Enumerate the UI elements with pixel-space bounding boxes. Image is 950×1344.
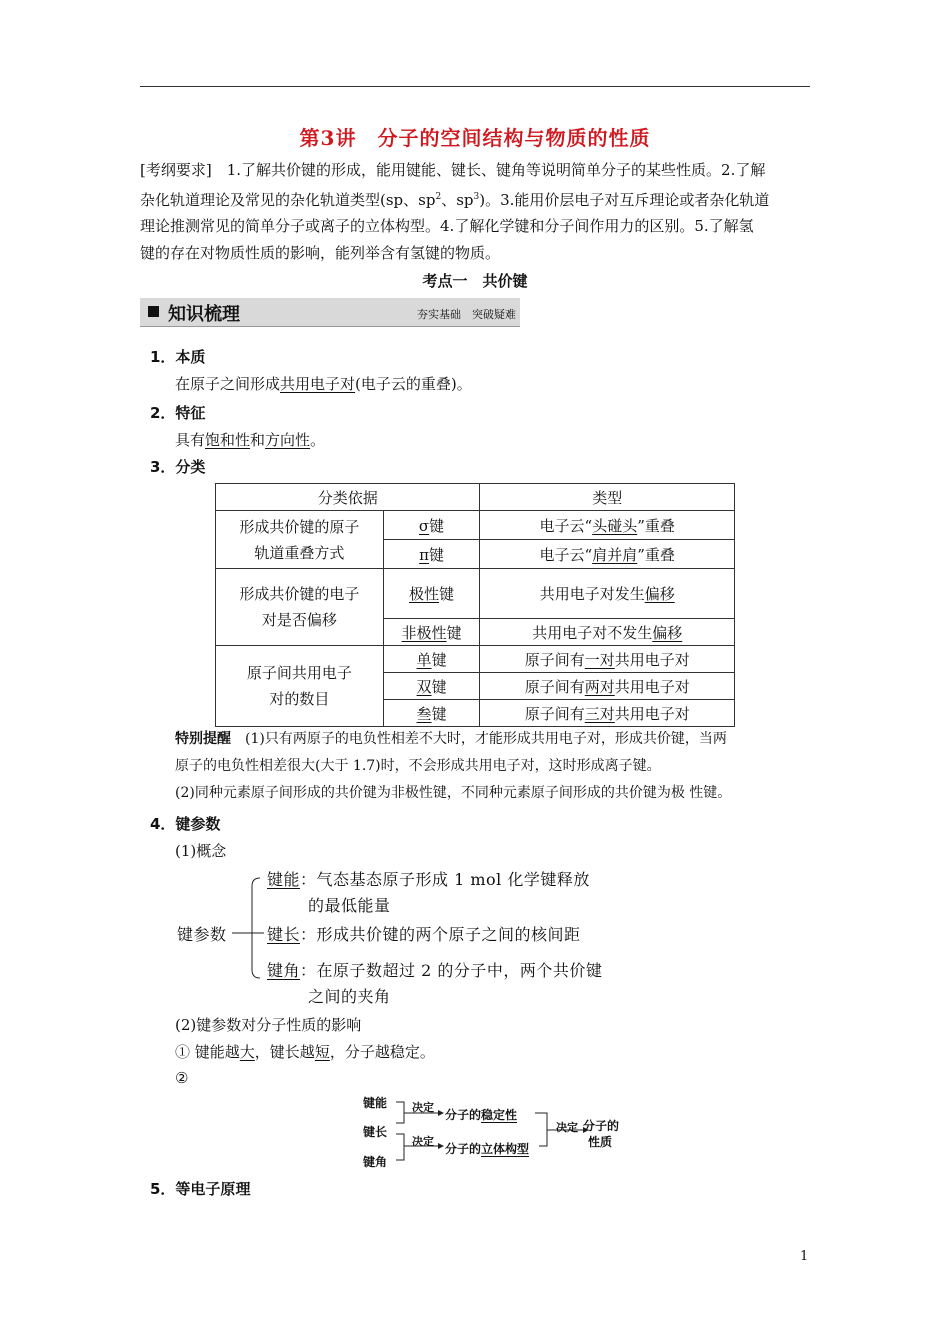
classification-table [215, 483, 735, 727]
bar-title: 知识梳理 [168, 304, 240, 325]
desc-b: ”重叠 [637, 545, 675, 564]
basis-line: 对是否偏移 [261, 611, 337, 629]
bond-type [383, 540, 480, 569]
energy-def-2: 的最低能量 [308, 896, 391, 915]
section-title: 考点一 共价键 [422, 272, 528, 290]
heading-feature: 2．特征 [150, 404, 206, 422]
bond-description [480, 646, 735, 673]
essence-underlined: 共用电子对 [280, 375, 356, 393]
table-row [216, 646, 735, 673]
requirements-line-4: 键的存在对物质性质的影响，能列举含有氢键的物质。 [140, 243, 501, 262]
flow-result-1: 分子的 [583, 1119, 620, 1133]
bond-type [383, 646, 480, 673]
desc-a: 电子云“ [539, 545, 593, 564]
influence-label: (2)键参数对分子性质的影响 [175, 1016, 362, 1034]
bond-underlined: σ [418, 516, 430, 535]
concept-label: (1)概念 [175, 842, 227, 860]
feature-text [175, 427, 325, 454]
note-line-2: 原子的电负性相差很大(大于 1.7)时，不会形成共用电子对，这时形成离子键。 [175, 758, 661, 774]
angle-term: 键角 [267, 961, 301, 980]
desc-b: 共用电子对 [614, 650, 690, 669]
requirements-line-3: 理论推测常见的简单分子或离子的立体构型。4.了解化学键和分子间作用力的区别。5.了解氢 [140, 217, 754, 235]
bond-description [480, 700, 735, 727]
essence-text-a: 在原子之间形成 [175, 375, 281, 393]
flow-shape [445, 1140, 529, 1157]
bracket-merge [535, 1113, 547, 1146]
desc-b: 共用电子对 [614, 704, 690, 723]
header-rule [140, 86, 810, 87]
bond-underlined: 非极性 [401, 623, 447, 642]
inf1-underlined-1: 大 [239, 1043, 255, 1061]
requirements-line-2c: )。3.能用价层电子对互斥理论或者杂化轨道 [479, 190, 770, 209]
flow-length: 键长 [363, 1125, 388, 1139]
basis-polarity [216, 569, 384, 646]
inf1-c: ，分子越稳定。 [329, 1043, 435, 1061]
desc-a: 共用电子对发生 [539, 585, 645, 603]
essence-text-b: (电子云的重叠)。 [355, 375, 472, 393]
shape-underlined: 立体构型 [481, 1142, 530, 1156]
desc-underlined: 头碰头 [592, 516, 638, 535]
table-row [216, 569, 735, 619]
basis-line: 对的数目 [269, 690, 330, 708]
bond-type [383, 673, 480, 700]
bond-suffix: 键 [431, 650, 447, 669]
brace-line [252, 878, 260, 978]
bond-suffix: 键 [431, 704, 447, 723]
desc-underlined: 偏移 [652, 623, 683, 642]
bond-description [480, 619, 735, 646]
knowledge-bar [140, 298, 520, 327]
bond-description [480, 540, 735, 569]
stability-a: 分子的 [445, 1108, 482, 1122]
inf1-b: ，键长越 [254, 1043, 315, 1061]
desc-a: 原子间有 [524, 677, 585, 696]
requirements-line-2a: 杂化轨道理论及常见的杂化轨道类型(sp、sp [140, 190, 436, 209]
page-title: 第3讲 分子的空间结构与物质的性质 [299, 126, 651, 150]
shape-a: 分子的 [445, 1142, 482, 1156]
exam-requirements [140, 157, 810, 266]
desc-a: 原子间有 [524, 650, 585, 669]
heading-isoelectronic: 5．等电子原理 [150, 1180, 251, 1198]
bond-type [383, 511, 480, 540]
length-term: 键长 [267, 925, 301, 944]
desc-a: 电子云“ [539, 516, 593, 535]
flow-angle: 键角 [363, 1155, 388, 1169]
angle-def-2: 之间的夹角 [308, 987, 391, 1006]
bond-underlined: 单 [416, 650, 432, 669]
desc-underlined: 一对 [584, 650, 615, 669]
note-line-3: (2)同种元素原子间形成的共价键为非极性键，不同种元素原子间形成的共价键为极 性键。 [175, 785, 732, 801]
requirements-line-2b: 、sp [441, 190, 474, 209]
feature-text-a: 具有 [175, 431, 206, 449]
note-line-1: (1)只有两原子的电负性相差不大时，才能形成共用电子对，形成共价键，当两 [231, 731, 727, 747]
bar-subtitle: 夯实基础 突破疑难 [417, 308, 516, 321]
bond-underlined: 双 [416, 677, 432, 696]
angle-definition [267, 958, 602, 981]
basis-line: 形成共价键的原子 [239, 517, 360, 536]
superscript-3: 3 [473, 191, 480, 202]
bond-suffix: 键 [439, 585, 455, 603]
special-note [175, 726, 731, 807]
desc-a: 共用电子对不发生 [532, 623, 653, 642]
params-root: 键参数 [177, 925, 227, 944]
desc-underlined: 肩并肩 [592, 545, 638, 564]
bond-type [383, 569, 480, 619]
heading-essence: 1．本质 [150, 348, 206, 366]
desc-underlined: 三对 [584, 704, 615, 723]
stability-underlined: 稳定性 [481, 1108, 518, 1122]
desc-b: ”重叠 [637, 516, 675, 535]
requirements-line-1: 1.了解共价键的形成，能用键能、键长、键角等说明简单分子的某些性质。2.了解 [226, 161, 766, 179]
page-number: 1 [800, 1249, 809, 1264]
bond-underlined: π [419, 545, 429, 564]
length-definition [267, 922, 581, 945]
basis-line: 形成共价键的电子 [239, 585, 360, 603]
heading-bond-params: 4．键参数 [150, 815, 221, 833]
basis-overlap [216, 511, 384, 569]
essence-text [175, 371, 472, 398]
table-row [216, 511, 735, 540]
superscript-2: 2 [435, 191, 442, 202]
note-label: 特别提醒 [175, 731, 231, 747]
bond-description [480, 511, 735, 540]
bond-suffix: 键 [431, 677, 447, 696]
bond-suffix: 键 [428, 545, 444, 564]
inf1-underlined-2: 短 [314, 1043, 330, 1061]
flow-decide-2: 决定 [412, 1135, 434, 1148]
flow-decide-1: 决定 [412, 1101, 434, 1114]
bond-description [480, 673, 735, 700]
influence-1 [175, 1039, 435, 1066]
influence-2: ② [175, 1069, 189, 1087]
square-bullet-icon [148, 306, 159, 317]
energy-term: 键能 [267, 870, 301, 889]
feature-text-c: 。 [310, 431, 326, 449]
bracket-bottom [396, 1134, 404, 1160]
basis-line: 原子间共用电子 [246, 664, 352, 682]
desc-a: 原子间有 [524, 704, 585, 723]
bond-underlined: 叁 [416, 704, 432, 723]
bond-suffix: 键 [446, 623, 462, 642]
feature-text-b: 和 [250, 431, 266, 449]
bond-type [383, 619, 480, 646]
feature-underlined-1: 饱和性 [205, 431, 251, 449]
requirements-label: [考纲要求] [140, 161, 212, 179]
heading-classification: 3．分类 [150, 458, 206, 476]
angle-def-1: ：在原子数超过 2 的分子中，两个共价键 [300, 961, 603, 980]
header-basis: 分类依据 [216, 484, 480, 511]
bracket-top [396, 1102, 404, 1123]
bond-suffix: 键 [429, 516, 445, 535]
energy-def-1: ：气态基态原子形成 1 mol 化学键释放 [300, 870, 590, 889]
desc-underlined: 两对 [584, 677, 615, 696]
feature-underlined-2: 方向性 [265, 431, 311, 449]
flow-result-2: 性质 [588, 1135, 613, 1149]
desc-underlined: 偏移 [644, 585, 675, 603]
inf1-a: ① 键能越 [175, 1043, 240, 1061]
flow-decide-3: 决定 [556, 1121, 578, 1134]
flow-energy: 键能 [363, 1096, 388, 1110]
bond-type [383, 700, 480, 727]
bond-underlined: 极性 [409, 585, 440, 603]
table-header-row [216, 484, 735, 511]
header-type: 类型 [480, 484, 735, 511]
basis-line: 轨道重叠方式 [254, 543, 345, 562]
bond-description [480, 569, 735, 619]
flow-stability [445, 1106, 517, 1123]
desc-b: 共用电子对 [614, 677, 690, 696]
length-def: ：形成共价键的两个原子之间的核间距 [300, 925, 581, 944]
energy-definition [267, 867, 590, 890]
basis-count [216, 646, 384, 727]
